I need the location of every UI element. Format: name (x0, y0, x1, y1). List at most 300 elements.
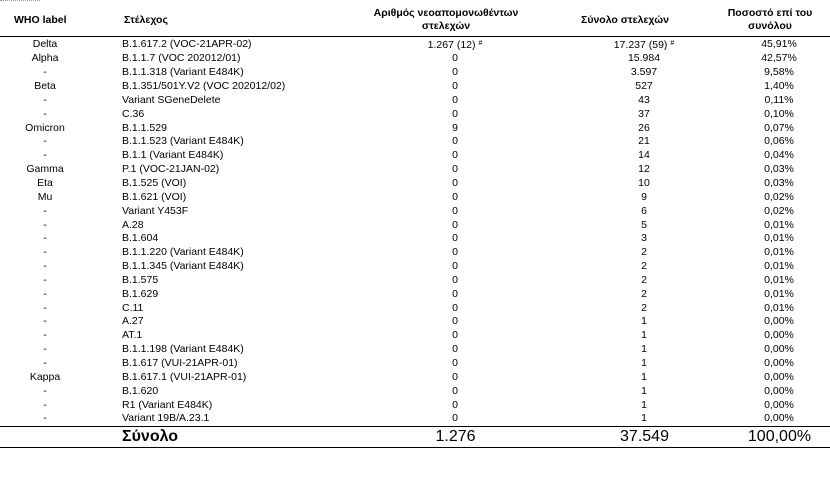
table-row (0, 121, 830, 135)
percent-cell (710, 37, 830, 53)
who-cell (0, 315, 112, 329)
isolated-cell (352, 163, 540, 177)
isolated-cell-text: 0 (452, 218, 458, 231)
strain-cell-text: B.1.1.7 (VOC 202012/01) (122, 52, 241, 65)
isolated-cell-text: 0 (452, 315, 458, 328)
isolated-cell-text: 0 (452, 93, 458, 106)
who-cell-text: - (43, 107, 47, 120)
who-cell (0, 246, 112, 260)
who-cell-text: Beta (34, 80, 56, 93)
footnote-marker: # (478, 40, 483, 47)
total-total: 37.549 (540, 426, 710, 447)
total-cell-text: 1 (641, 343, 647, 356)
percent-cell (710, 412, 830, 426)
who-cell (0, 177, 112, 191)
isolated-cell (352, 218, 540, 232)
total-cell (540, 163, 710, 177)
strain-cell (112, 274, 352, 288)
strain-cell (112, 218, 352, 232)
isolated-cell (352, 329, 540, 343)
table-row (0, 287, 830, 301)
strain-cell (112, 260, 352, 274)
header-who-label: WHO label (0, 5, 112, 37)
total-cell (540, 384, 710, 398)
total-cell-text: 2 (641, 260, 647, 273)
percent-cell (710, 343, 830, 357)
percent-cell-text: 0,02% (764, 190, 794, 203)
table-row (0, 107, 830, 121)
who-cell-text: - (43, 287, 47, 300)
strain-cell-text: B.1.351/501Y.V2 (VOC 202012/02) (122, 80, 286, 93)
percent-cell-text: 45,91% (761, 38, 797, 50)
who-cell (0, 398, 112, 412)
table-row (0, 246, 830, 260)
total-cell-text: 1 (641, 384, 647, 397)
strain-cell-text: Variant Y453F (122, 204, 189, 217)
who-cell-text: - (43, 93, 47, 106)
total-cell-text: 2 (641, 287, 647, 300)
isolated-cell (352, 384, 540, 398)
total-cell (540, 301, 710, 315)
who-cell-text: - (43, 204, 47, 217)
total-cell-text: 15.984 (627, 52, 661, 65)
total-cell-text: 1 (641, 356, 647, 369)
total-cell (540, 52, 710, 66)
isolated-cell-text: 0 (452, 80, 458, 93)
percent-cell (710, 274, 830, 288)
isolated-cell (352, 246, 540, 260)
isolated-cell-text: 0 (452, 66, 458, 79)
isolated-cell-text: 0 (452, 135, 458, 148)
total-cell (540, 107, 710, 121)
table-row (0, 80, 830, 94)
table-row (0, 343, 830, 357)
table-row (0, 384, 830, 398)
who-cell-text: - (43, 398, 47, 411)
total-cell (540, 94, 710, 108)
total-cell-text: 37 (638, 107, 650, 120)
total-cell (540, 204, 710, 218)
who-cell (0, 384, 112, 398)
strain-cell-text: B.1.575 (122, 273, 159, 286)
strain-cell (112, 370, 352, 384)
percent-cell-text: 0,10% (764, 107, 794, 120)
percent-cell (710, 246, 830, 260)
table-row (0, 329, 830, 343)
table-row (0, 370, 830, 384)
total-cell (540, 260, 710, 274)
total-cell (540, 80, 710, 94)
isolated-cell (352, 370, 540, 384)
strain-cell (112, 94, 352, 108)
strain-cell (112, 357, 352, 371)
isolated-cell-text: 0 (452, 301, 458, 314)
who-cell-text: - (43, 343, 47, 356)
isolated-cell (352, 94, 540, 108)
total-cell-text: 17.237 (59) (613, 39, 668, 51)
strain-cell (112, 37, 352, 53)
percent-cell (710, 301, 830, 315)
total-who-cell (0, 426, 112, 447)
strain-cell (112, 80, 352, 94)
isolated-cell-text: 0 (452, 384, 458, 397)
who-cell-text: - (43, 301, 47, 314)
isolated-cell-text: 0 (452, 177, 458, 190)
total-cell (540, 177, 710, 191)
isolated-cell (352, 287, 540, 301)
percent-cell (710, 149, 830, 163)
who-cell (0, 107, 112, 121)
isolated-cell-text: 0 (452, 273, 458, 286)
total-cell-text: 1 (641, 398, 647, 411)
isolated-cell (352, 37, 540, 53)
percent-cell-text: 0,01% (764, 218, 794, 231)
isolated-cell (352, 260, 540, 274)
strain-cell-text: Variant 19B/A.23.1 (122, 412, 210, 425)
strain-cell (112, 232, 352, 246)
strain-cell (112, 177, 352, 191)
percent-cell (710, 190, 830, 204)
total-cell (540, 190, 710, 204)
isolated-cell-text: 0 (452, 398, 458, 411)
percent-cell (710, 287, 830, 301)
percent-cell (710, 107, 830, 121)
who-cell (0, 232, 112, 246)
who-cell-text: - (43, 66, 47, 79)
who-cell (0, 52, 112, 66)
percent-cell-text: 0,01% (764, 246, 794, 259)
who-cell-text: Delta (32, 38, 58, 50)
total-percent: 100,00% (710, 426, 830, 447)
percent-cell (710, 204, 830, 218)
strain-cell (112, 246, 352, 260)
total-cell-text: 10 (638, 177, 650, 190)
who-cell-text: - (43, 273, 47, 286)
table-row (0, 177, 830, 191)
isolated-cell-text: 9 (452, 121, 458, 134)
total-cell (540, 37, 710, 53)
isolated-cell-text: 0 (452, 204, 458, 217)
strain-cell (112, 315, 352, 329)
total-cell (540, 66, 710, 80)
percent-cell-text: 0,03% (764, 163, 794, 176)
percent-cell-text: 0,01% (764, 301, 794, 314)
who-cell-text: - (43, 218, 47, 231)
strain-cell (112, 384, 352, 398)
strain-cell (112, 412, 352, 426)
total-cell (540, 329, 710, 343)
strain-cell-text: B.1.617.1 (VUI-21APR-01) (122, 370, 247, 383)
percent-cell (710, 384, 830, 398)
total-cell (540, 370, 710, 384)
total-label: Σύνολο (112, 426, 352, 447)
strain-cell-text: C.11 (122, 301, 144, 314)
total-cell (540, 357, 710, 371)
total-cell (540, 149, 710, 163)
who-cell (0, 163, 112, 177)
isolated-cell (352, 412, 540, 426)
table-row (0, 149, 830, 163)
who-cell (0, 287, 112, 301)
table-row (0, 232, 830, 246)
isolated-cell (352, 343, 540, 357)
table-row (0, 357, 830, 371)
isolated-cell (352, 190, 540, 204)
strain-cell (112, 329, 352, 343)
strain-cell-text: C.36 (122, 107, 145, 120)
strain-cell (112, 163, 352, 177)
strain-cell-text: AT.1 (122, 329, 143, 342)
percent-cell-text: 0,00% (764, 356, 794, 369)
strain-cell-text: B.1.617 (VUI-21APR-01) (122, 356, 238, 369)
who-cell (0, 94, 112, 108)
who-cell-text: - (43, 149, 47, 162)
strain-cell (112, 121, 352, 135)
percent-cell (710, 315, 830, 329)
isolated-cell-text: 0 (452, 287, 458, 300)
isolated-cell-text: 0 (452, 107, 458, 120)
total-cell-text: 3 (641, 232, 647, 245)
total-cell-text: 43 (638, 93, 650, 106)
percent-cell-text: 0,00% (764, 370, 794, 383)
strain-cell-text: B.1.617.2 (VOC-21APR-02) (122, 38, 252, 50)
percent-cell (710, 329, 830, 343)
isolated-cell-text: 0 (452, 246, 458, 259)
percent-cell-text: 0,00% (764, 384, 794, 397)
percent-cell-text: 0,00% (764, 412, 794, 425)
isolated-cell (352, 204, 540, 218)
isolated-cell (352, 315, 540, 329)
strain-cell-text: B.1.1 (Variant E484K) (122, 149, 224, 162)
total-cell (540, 121, 710, 135)
who-cell-text: - (43, 412, 47, 425)
table-row (0, 260, 830, 274)
who-cell-text: - (43, 232, 47, 245)
table-row (0, 301, 830, 315)
who-cell (0, 66, 112, 80)
strain-cell (112, 343, 352, 357)
header-total: Σύνολο στελεχών (540, 5, 710, 37)
table-row (0, 218, 830, 232)
strain-cell-text: B.1.620 (122, 384, 159, 397)
who-cell (0, 412, 112, 426)
strain-cell-text: B.1.1.318 (Variant E484K) (122, 66, 244, 79)
percent-cell (710, 357, 830, 371)
percent-cell-text: 0,02% (764, 204, 794, 217)
strain-cell (112, 52, 352, 66)
header-isolated: Αριθμός νεοαπομονωθέντων στελεχών (352, 5, 540, 37)
percent-cell-text: 0,06% (764, 135, 794, 148)
total-cell (540, 232, 710, 246)
total-cell-text: 2 (641, 273, 647, 286)
strain-cell (112, 190, 352, 204)
isolated-cell (352, 66, 540, 80)
strain-cell-text: Variant SGeneDelete (122, 93, 221, 106)
table-row (0, 412, 830, 426)
who-cell (0, 121, 112, 135)
table-row (0, 135, 830, 149)
variants-table (0, 5, 830, 448)
strain-cell (112, 135, 352, 149)
who-cell-text: Alpha (31, 52, 59, 65)
strain-cell-text: B.1.1.523 (Variant E484K) (122, 135, 244, 148)
table-row (0, 94, 830, 108)
table-row (0, 204, 830, 218)
strain-cell-text: B.1.525 (VOI) (122, 177, 187, 190)
isolated-cell (352, 177, 540, 191)
total-cell-text: 6 (641, 204, 647, 217)
percent-cell (710, 121, 830, 135)
header-percent: Ποσοστό επί του συνόλου (710, 5, 830, 37)
strain-cell (112, 398, 352, 412)
percent-cell (710, 94, 830, 108)
total-cell (540, 398, 710, 412)
total-row (0, 426, 830, 447)
table-row (0, 190, 830, 204)
top-divider (0, 0, 40, 4)
strain-cell-text: B.1.1.529 (122, 121, 167, 134)
who-cell (0, 204, 112, 218)
isolated-cell-text: 0 (452, 329, 458, 342)
percent-cell (710, 218, 830, 232)
total-cell (540, 135, 710, 149)
table-row (0, 37, 830, 53)
percent-cell (710, 177, 830, 191)
isolated-cell-text: 0 (452, 260, 458, 273)
table-header-row (0, 5, 830, 37)
total-cell (540, 412, 710, 426)
who-cell-text: - (43, 315, 47, 328)
total-cell-text: 14 (638, 149, 650, 162)
table-row (0, 315, 830, 329)
total-cell (540, 315, 710, 329)
total-cell-text: 527 (635, 80, 653, 93)
percent-cell (710, 80, 830, 94)
table-row (0, 163, 830, 177)
who-cell (0, 135, 112, 149)
table-row (0, 274, 830, 288)
isolated-cell (352, 80, 540, 94)
isolated-cell-text: 0 (452, 149, 458, 162)
percent-cell-text: 0,00% (764, 329, 794, 342)
percent-cell (710, 66, 830, 80)
who-cell-text: Gamma (26, 163, 64, 176)
total-isolated: 1.276 (352, 426, 540, 447)
percent-cell-text: 0,01% (764, 273, 794, 286)
isolated-cell (352, 52, 540, 66)
total-cell-text: 2 (641, 246, 647, 259)
who-cell (0, 190, 112, 204)
total-cell-text: 1 (641, 412, 647, 425)
header-strain: Στέλεχος (112, 5, 352, 37)
strain-cell-text: B.1.1.220 (Variant E484K) (122, 246, 244, 259)
who-cell (0, 274, 112, 288)
percent-cell-text: 42,57% (761, 52, 797, 65)
who-cell (0, 329, 112, 343)
who-cell-text: Mu (37, 190, 53, 203)
percent-cell-text: 0,01% (764, 287, 794, 300)
who-cell-text: - (43, 135, 47, 148)
who-cell (0, 301, 112, 315)
who-cell-text: - (43, 356, 47, 369)
isolated-cell (352, 301, 540, 315)
who-cell (0, 357, 112, 371)
table-row (0, 66, 830, 80)
strain-cell (112, 204, 352, 218)
who-cell (0, 218, 112, 232)
total-cell-text: 9 (641, 190, 647, 203)
who-cell (0, 149, 112, 163)
percent-cell (710, 232, 830, 246)
who-cell-text: - (43, 329, 47, 342)
percent-cell (710, 260, 830, 274)
isolated-cell-text: 0 (452, 190, 458, 203)
strain-cell (112, 107, 352, 121)
strain-cell-text: A.28 (122, 218, 144, 231)
who-cell-text: Eta (37, 177, 53, 190)
percent-cell-text: 0,00% (764, 343, 794, 356)
isolated-cell-text: 0 (452, 412, 458, 425)
percent-cell (710, 398, 830, 412)
strain-cell (112, 301, 352, 315)
strain-cell-text: R1 (Variant E484K) (122, 398, 213, 411)
total-cell-text: 26 (638, 121, 650, 134)
percent-cell (710, 163, 830, 177)
who-cell (0, 343, 112, 357)
total-cell-text: 3.597 (630, 66, 658, 79)
total-cell (540, 246, 710, 260)
total-cell (540, 218, 710, 232)
total-cell-text: 5 (641, 218, 647, 231)
isolated-cell-text: 0 (452, 343, 458, 356)
percent-cell (710, 370, 830, 384)
strain-cell-text: B.1.629 (122, 287, 159, 300)
table-row (0, 52, 830, 66)
percent-cell-text: 0,01% (764, 260, 794, 273)
isolated-cell (352, 357, 540, 371)
percent-cell-text: 0,01% (764, 232, 794, 245)
isolated-cell-text: 0 (452, 232, 458, 245)
strain-cell (112, 287, 352, 301)
percent-cell-text: 0,07% (764, 121, 794, 134)
percent-cell-text: 9,58% (764, 66, 794, 79)
total-cell-text: 1 (641, 329, 647, 342)
isolated-cell (352, 121, 540, 135)
percent-cell-text: 0,03% (764, 177, 794, 190)
isolated-cell-text: 0 (452, 52, 458, 65)
isolated-cell (352, 274, 540, 288)
who-cell (0, 370, 112, 384)
who-cell-text: Omicron (25, 121, 65, 134)
strain-cell-text: P.1 (VOC-21JAN-02) (122, 163, 220, 176)
strain-cell-text: A.27 (122, 315, 144, 328)
who-cell-text: - (43, 246, 47, 259)
total-cell (540, 274, 710, 288)
percent-cell-text: 0,11% (764, 93, 794, 106)
isolated-cell (352, 135, 540, 149)
table-body (0, 37, 830, 427)
isolated-cell-text: 0 (452, 163, 458, 176)
total-cell-text: 1 (641, 370, 647, 383)
footnote-marker: # (670, 40, 675, 47)
strain-cell-text: B.1.604 (122, 232, 159, 245)
strain-cell-text: B.1.621 (VOI) (122, 190, 187, 203)
who-cell-text: - (43, 384, 47, 397)
table-row (0, 398, 830, 412)
isolated-cell-text: 0 (452, 370, 458, 383)
total-cell-text: 2 (641, 301, 647, 314)
percent-cell-text: 1,40% (764, 80, 794, 93)
